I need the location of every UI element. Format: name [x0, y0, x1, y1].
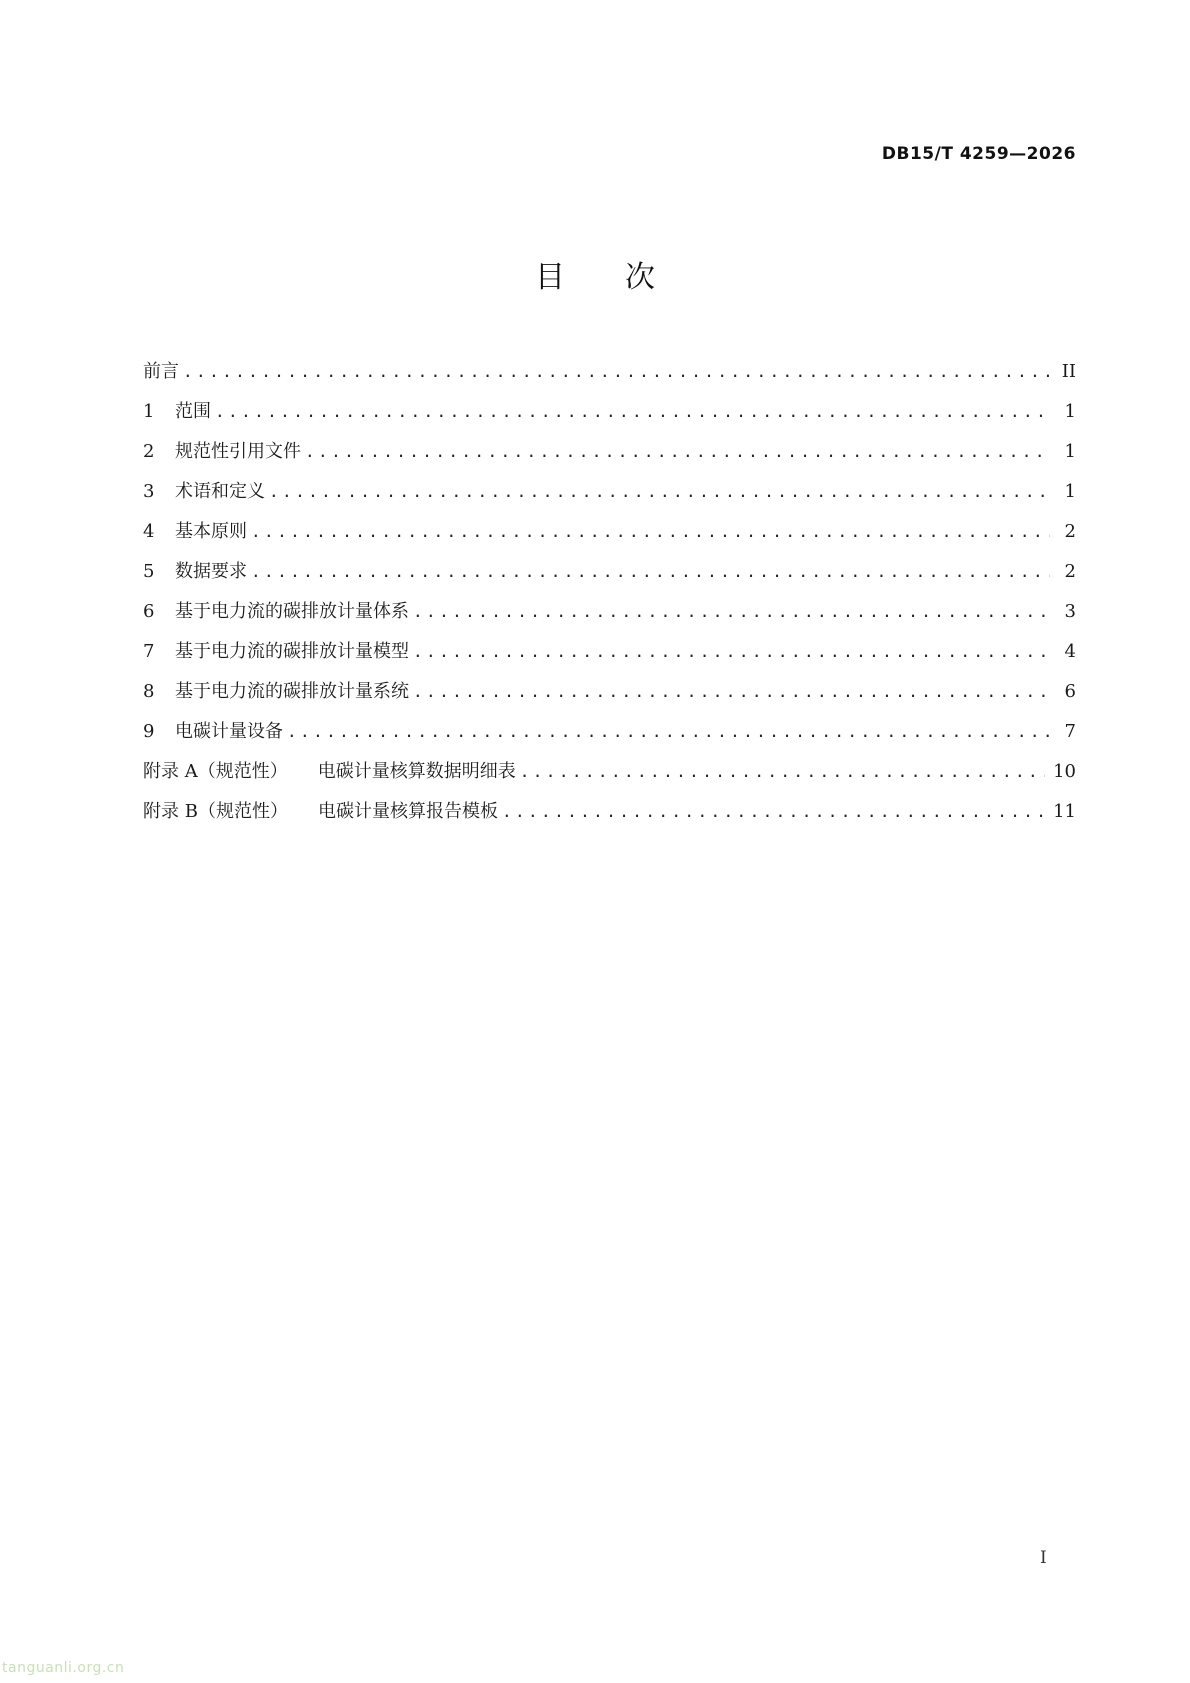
toc-entry-page: 7: [1064, 721, 1076, 742]
toc-entry-6[interactable]: [143, 600, 1076, 640]
dot-leader: [183, 360, 1050, 384]
toc-entry-3[interactable]: [143, 480, 1076, 520]
toc-entry-page: 2: [1064, 521, 1076, 542]
dot-leader: [287, 720, 1050, 744]
toc-entry-number: 3: [143, 481, 155, 502]
toc-entry-page: 2: [1064, 561, 1076, 582]
toc-entry-page: 10: [1053, 761, 1076, 782]
toc-entry-page: 6: [1064, 681, 1076, 702]
toc-entry-label: 电碳计量设备: [175, 721, 283, 742]
table-of-contents: [143, 360, 1076, 840]
dot-leader: [520, 760, 1045, 784]
dot-leader: [413, 600, 1050, 624]
toc-entry-label: 术语和定义: [175, 481, 265, 502]
toc-entry-5[interactable]: [143, 560, 1076, 600]
dot-leader: [269, 480, 1050, 504]
toc-title-char-1: 目: [535, 260, 565, 295]
toc-title: [0, 252, 1190, 296]
toc-entry-label: 规范性引用文件: [175, 441, 301, 462]
toc-entry-number: 5: [143, 561, 155, 582]
dot-leader: [413, 640, 1050, 664]
toc-entry-appendix-prefix: 附录 A（规范性）: [143, 761, 288, 782]
toc-title-char-2: 次: [625, 260, 655, 295]
toc-entry-number: 9: [143, 721, 155, 742]
toc-entry-number: 7: [143, 641, 155, 662]
toc-entry-page: 1: [1064, 401, 1076, 422]
toc-entry-label: 前言: [143, 361, 179, 382]
toc-entry-number: 6: [143, 601, 155, 622]
toc-entry-9[interactable]: [143, 720, 1076, 760]
toc-entry-number: 1: [143, 401, 155, 422]
toc-entry-2[interactable]: [143, 440, 1076, 480]
toc-entry-label: 数据要求: [175, 561, 247, 582]
page-number: I: [1040, 1548, 1047, 1568]
toc-entry-number: 4: [143, 521, 155, 542]
toc-entry-1[interactable]: [143, 400, 1076, 440]
toc-entry-label: 电碳计量核算报告模板: [317, 801, 498, 822]
toc-entry-appendix-b[interactable]: [143, 800, 1076, 840]
toc-entry-number: 2: [143, 441, 155, 462]
dot-leader: [502, 800, 1045, 824]
dot-leader: [251, 560, 1050, 584]
toc-entry-foreword[interactable]: [143, 360, 1076, 400]
toc-entry-label: 范围: [175, 401, 211, 422]
document-code: DB15/T 4259—2026: [881, 144, 1076, 164]
toc-entry-page: 11: [1053, 801, 1076, 822]
toc-entry-label: 基于电力流的碳排放计量系统: [175, 681, 409, 702]
toc-entry-label: 基本原则: [175, 521, 247, 542]
toc-entry-page: II: [1061, 361, 1076, 382]
toc-entry-appendix-a[interactable]: [143, 760, 1076, 800]
toc-entry-page: 3: [1064, 601, 1076, 622]
dot-leader: [251, 520, 1050, 544]
dot-leader: [305, 440, 1050, 464]
toc-entry-8[interactable]: [143, 680, 1076, 720]
toc-entry-page: 1: [1064, 481, 1076, 502]
dot-leader: [215, 400, 1050, 424]
toc-entry-7[interactable]: [143, 640, 1076, 680]
toc-entry-appendix-prefix: 附录 B（规范性）: [143, 801, 288, 822]
toc-entry-label: 基于电力流的碳排放计量体系: [175, 601, 409, 622]
dot-leader: [413, 680, 1050, 704]
toc-entry-number: 8: [143, 681, 155, 702]
watermark: tanguanli.org.cn: [2, 1660, 125, 1676]
toc-entry-label: 基于电力流的碳排放计量模型: [175, 641, 409, 662]
toc-entry-page: 1: [1064, 441, 1076, 462]
toc-entry-label: 电碳计量核算数据明细表: [317, 761, 516, 782]
toc-entry-4[interactable]: [143, 520, 1076, 560]
toc-entry-page: 4: [1064, 641, 1076, 662]
